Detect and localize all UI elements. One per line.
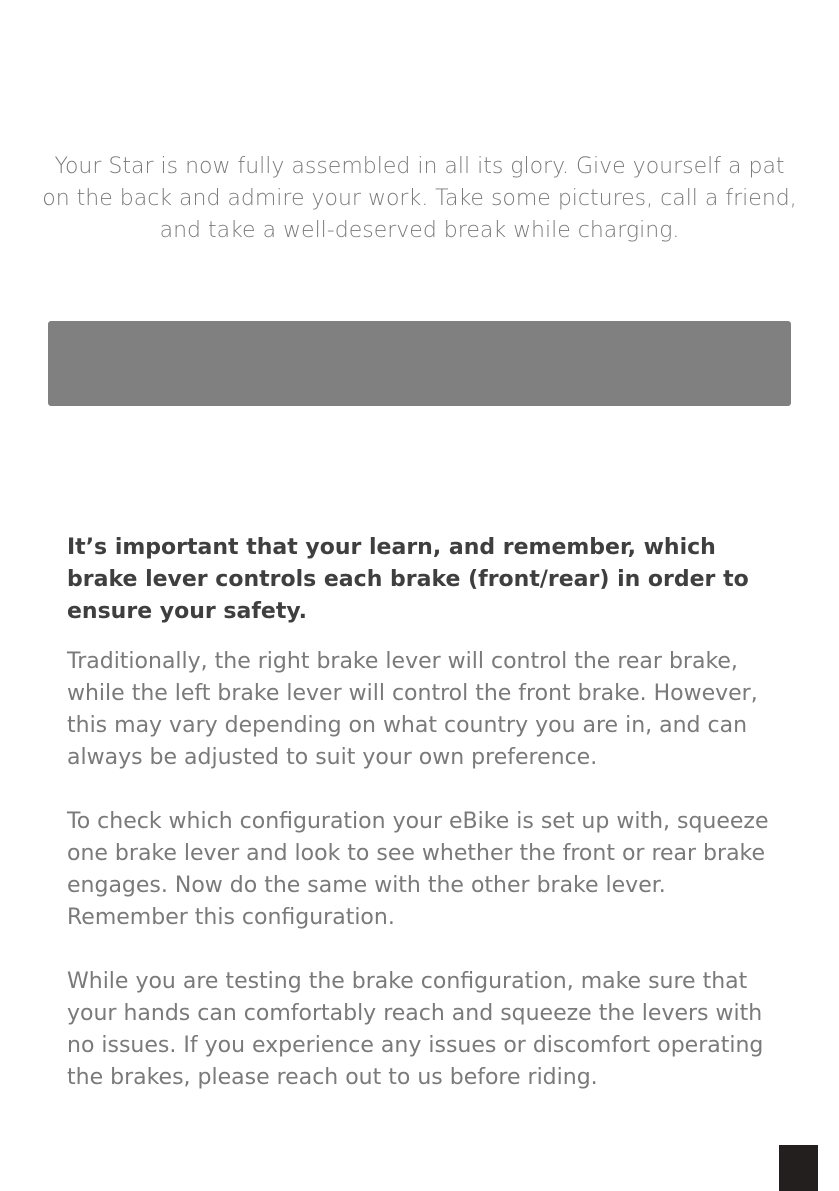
brake-tradition-paragraph: Traditionally, the right brake lever will control the rear brake, while the left brake lever will control the front brake. However, this may vary depending on what country you are in, and can always be adjusted to suit your own preference. <box>67 649 758 770</box>
gray-banner <box>48 321 791 406</box>
brake-comfort-paragraph: While you are testing the brake configuration, make sure that your hands can comfortably reach and squeeze the levers with no issues. If you experience any issues or discomfort operating the brakes, please reach out to us before riding. <box>67 969 764 1090</box>
page-corner-block <box>779 1145 818 1191</box>
brake-check-paragraph: To check which configuration your eBike is set up with, squeeze one brake lever and look to see whether the front or rear brake engages. Now do the same with the other brake lever. Remember this configuration. <box>67 809 769 930</box>
brake-safety-note: It’s important that your learn, and remember, which brake lever controls each brake (front/rear) in order to ensure your safety. <box>67 535 749 624</box>
intro-paragraph: Your Star is now fully assembled in all its glory. Give yourself a pat on the back and admire your work. Take some pictures, call a friend, and take a well-deserved break while charging. <box>42 154 797 243</box>
